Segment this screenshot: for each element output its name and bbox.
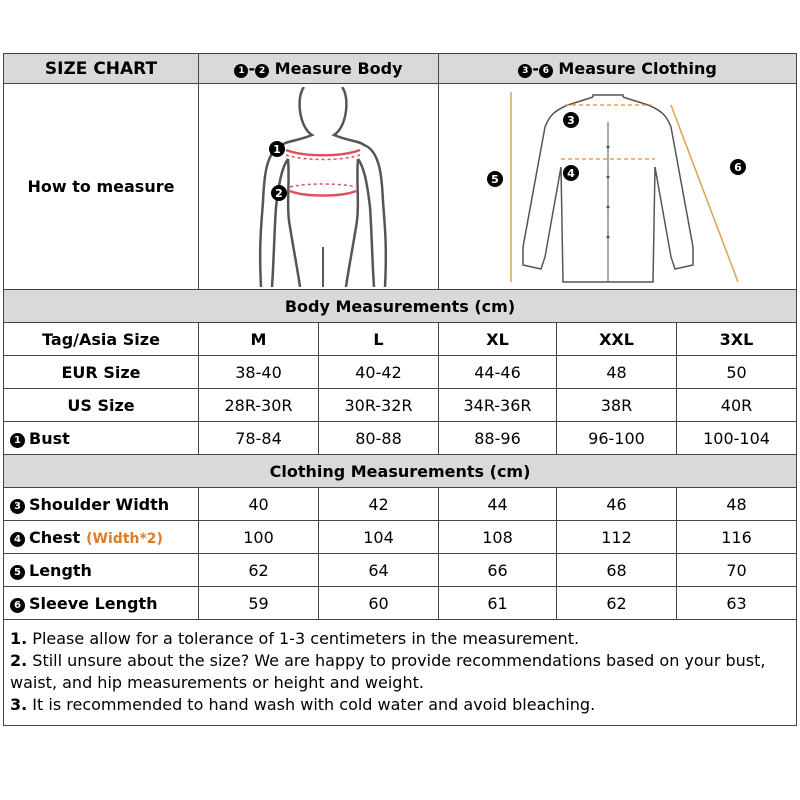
number-5-icon: 5 — [10, 565, 25, 580]
cell: 40R — [677, 389, 797, 422]
measure-clothing-label: Measure Clothing — [558, 59, 717, 78]
notes — [4, 620, 797, 726]
cell: 38R — [557, 389, 677, 422]
cell: 44 — [439, 488, 557, 521]
header-row — [4, 54, 797, 84]
body-mark-2: 2 — [274, 186, 283, 200]
row-label: 4 Chest (Width*2) — [4, 521, 199, 554]
row-label: 3 Shoulder Width — [4, 488, 199, 521]
size-chart-table — [3, 53, 797, 726]
cell: 104 — [319, 521, 439, 554]
body-mark-1: 1 — [272, 142, 281, 156]
shirt-mark-5: 5 — [490, 172, 499, 186]
cell: 28R-30R — [199, 389, 319, 422]
body-figure-cell — [199, 84, 439, 290]
notes-row — [4, 620, 797, 726]
cell: 62 — [199, 554, 319, 587]
body-figure-icon — [204, 87, 434, 287]
measure-body-label: Measure Body — [274, 59, 403, 78]
cell: 63 — [677, 587, 797, 620]
number-4-icon: 4 — [10, 532, 25, 547]
number-6-icon: 6 — [539, 64, 553, 78]
cell: 68 — [557, 554, 677, 587]
note-2: 2. Still unsure about the size? We are happy to provide recommendations based on your bust, waist, and hip measurements or height and weight. — [10, 651, 766, 692]
cell: 112 — [557, 521, 677, 554]
table-row-eur-size — [4, 356, 797, 389]
cell: 100-104 — [677, 422, 797, 455]
row-label: 6 Sleeve Length — [4, 587, 199, 620]
cell: 80-88 — [319, 422, 439, 455]
cell: XXL — [557, 323, 677, 356]
how-to-measure-label: How to measure — [4, 84, 199, 290]
cell: 66 — [439, 554, 557, 587]
cell: 61 — [439, 587, 557, 620]
table-row-us-size — [4, 389, 797, 422]
cell: 40 — [199, 488, 319, 521]
cell: L — [319, 323, 439, 356]
cell: 3XL — [677, 323, 797, 356]
illustration-row — [4, 84, 797, 290]
cell: XL — [439, 323, 557, 356]
cell: 100 — [199, 521, 319, 554]
cell: 30R-32R — [319, 389, 439, 422]
cell: 34R-36R — [439, 389, 557, 422]
cell: 59 — [199, 587, 319, 620]
row-label: 5 Length — [4, 554, 199, 587]
number-3-icon: 3 — [10, 499, 25, 514]
table-row-shoulder — [4, 488, 797, 521]
cell: 78-84 — [199, 422, 319, 455]
cell: 108 — [439, 521, 557, 554]
row-label: EUR Size — [4, 356, 199, 389]
table-row-bust — [4, 422, 797, 455]
measure-clothing-header: 3 - 6 Measure Clothing — [439, 54, 797, 84]
cell: 40-42 — [319, 356, 439, 389]
cell: 46 — [557, 488, 677, 521]
number-6-icon: 6 — [10, 598, 25, 613]
shirt-mark-4: 4 — [566, 166, 575, 180]
shirt-figure-cell — [439, 84, 797, 290]
shirt-figure-icon — [483, 87, 753, 287]
note-3: 3. It is recommended to hand wash with cold water and avoid bleaching. — [10, 695, 596, 714]
cell: 42 — [319, 488, 439, 521]
cell: 48 — [677, 488, 797, 521]
row-label: US Size — [4, 389, 199, 422]
cell: M — [199, 323, 319, 356]
cell: 116 — [677, 521, 797, 554]
shirt-mark-3: 3 — [566, 113, 575, 127]
note-1: 1. Please allow for a tolerance of 1-3 centimeters in the measurement. — [10, 629, 580, 648]
row-label: 1 Bust — [4, 422, 199, 455]
number-3-icon: 3 — [518, 64, 532, 78]
number-1-icon: 1 — [234, 64, 248, 78]
number-1-icon: 1 — [10, 433, 25, 448]
body-section-title: Body Measurements (cm) — [4, 290, 797, 323]
cell: 48 — [557, 356, 677, 389]
cell: 44-46 — [439, 356, 557, 389]
number-2-icon: 2 — [255, 64, 269, 78]
table-row-sleeve — [4, 587, 797, 620]
cell: 64 — [319, 554, 439, 587]
row-label: Tag/Asia Size — [4, 323, 199, 356]
table-row-chest — [4, 521, 797, 554]
shirt-mark-6: 6 — [733, 160, 742, 174]
table-row-length — [4, 554, 797, 587]
cell: 38-40 — [199, 356, 319, 389]
cell: 60 — [319, 587, 439, 620]
cell: 50 — [677, 356, 797, 389]
cell: 70 — [677, 554, 797, 587]
measure-body-header: 1 - 2 Measure Body — [199, 54, 439, 84]
chest-note: (Width*2) — [86, 530, 163, 547]
clothing-section-title: Clothing Measurements (cm) — [4, 455, 797, 488]
chart-title: SIZE CHART — [4, 54, 199, 84]
cell: 62 — [557, 587, 677, 620]
cell: 88-96 — [439, 422, 557, 455]
clothing-section-row — [4, 455, 797, 488]
body-section-row — [4, 290, 797, 323]
size-chart — [3, 53, 796, 726]
cell: 96-100 — [557, 422, 677, 455]
table-row-tag-size — [4, 323, 797, 356]
